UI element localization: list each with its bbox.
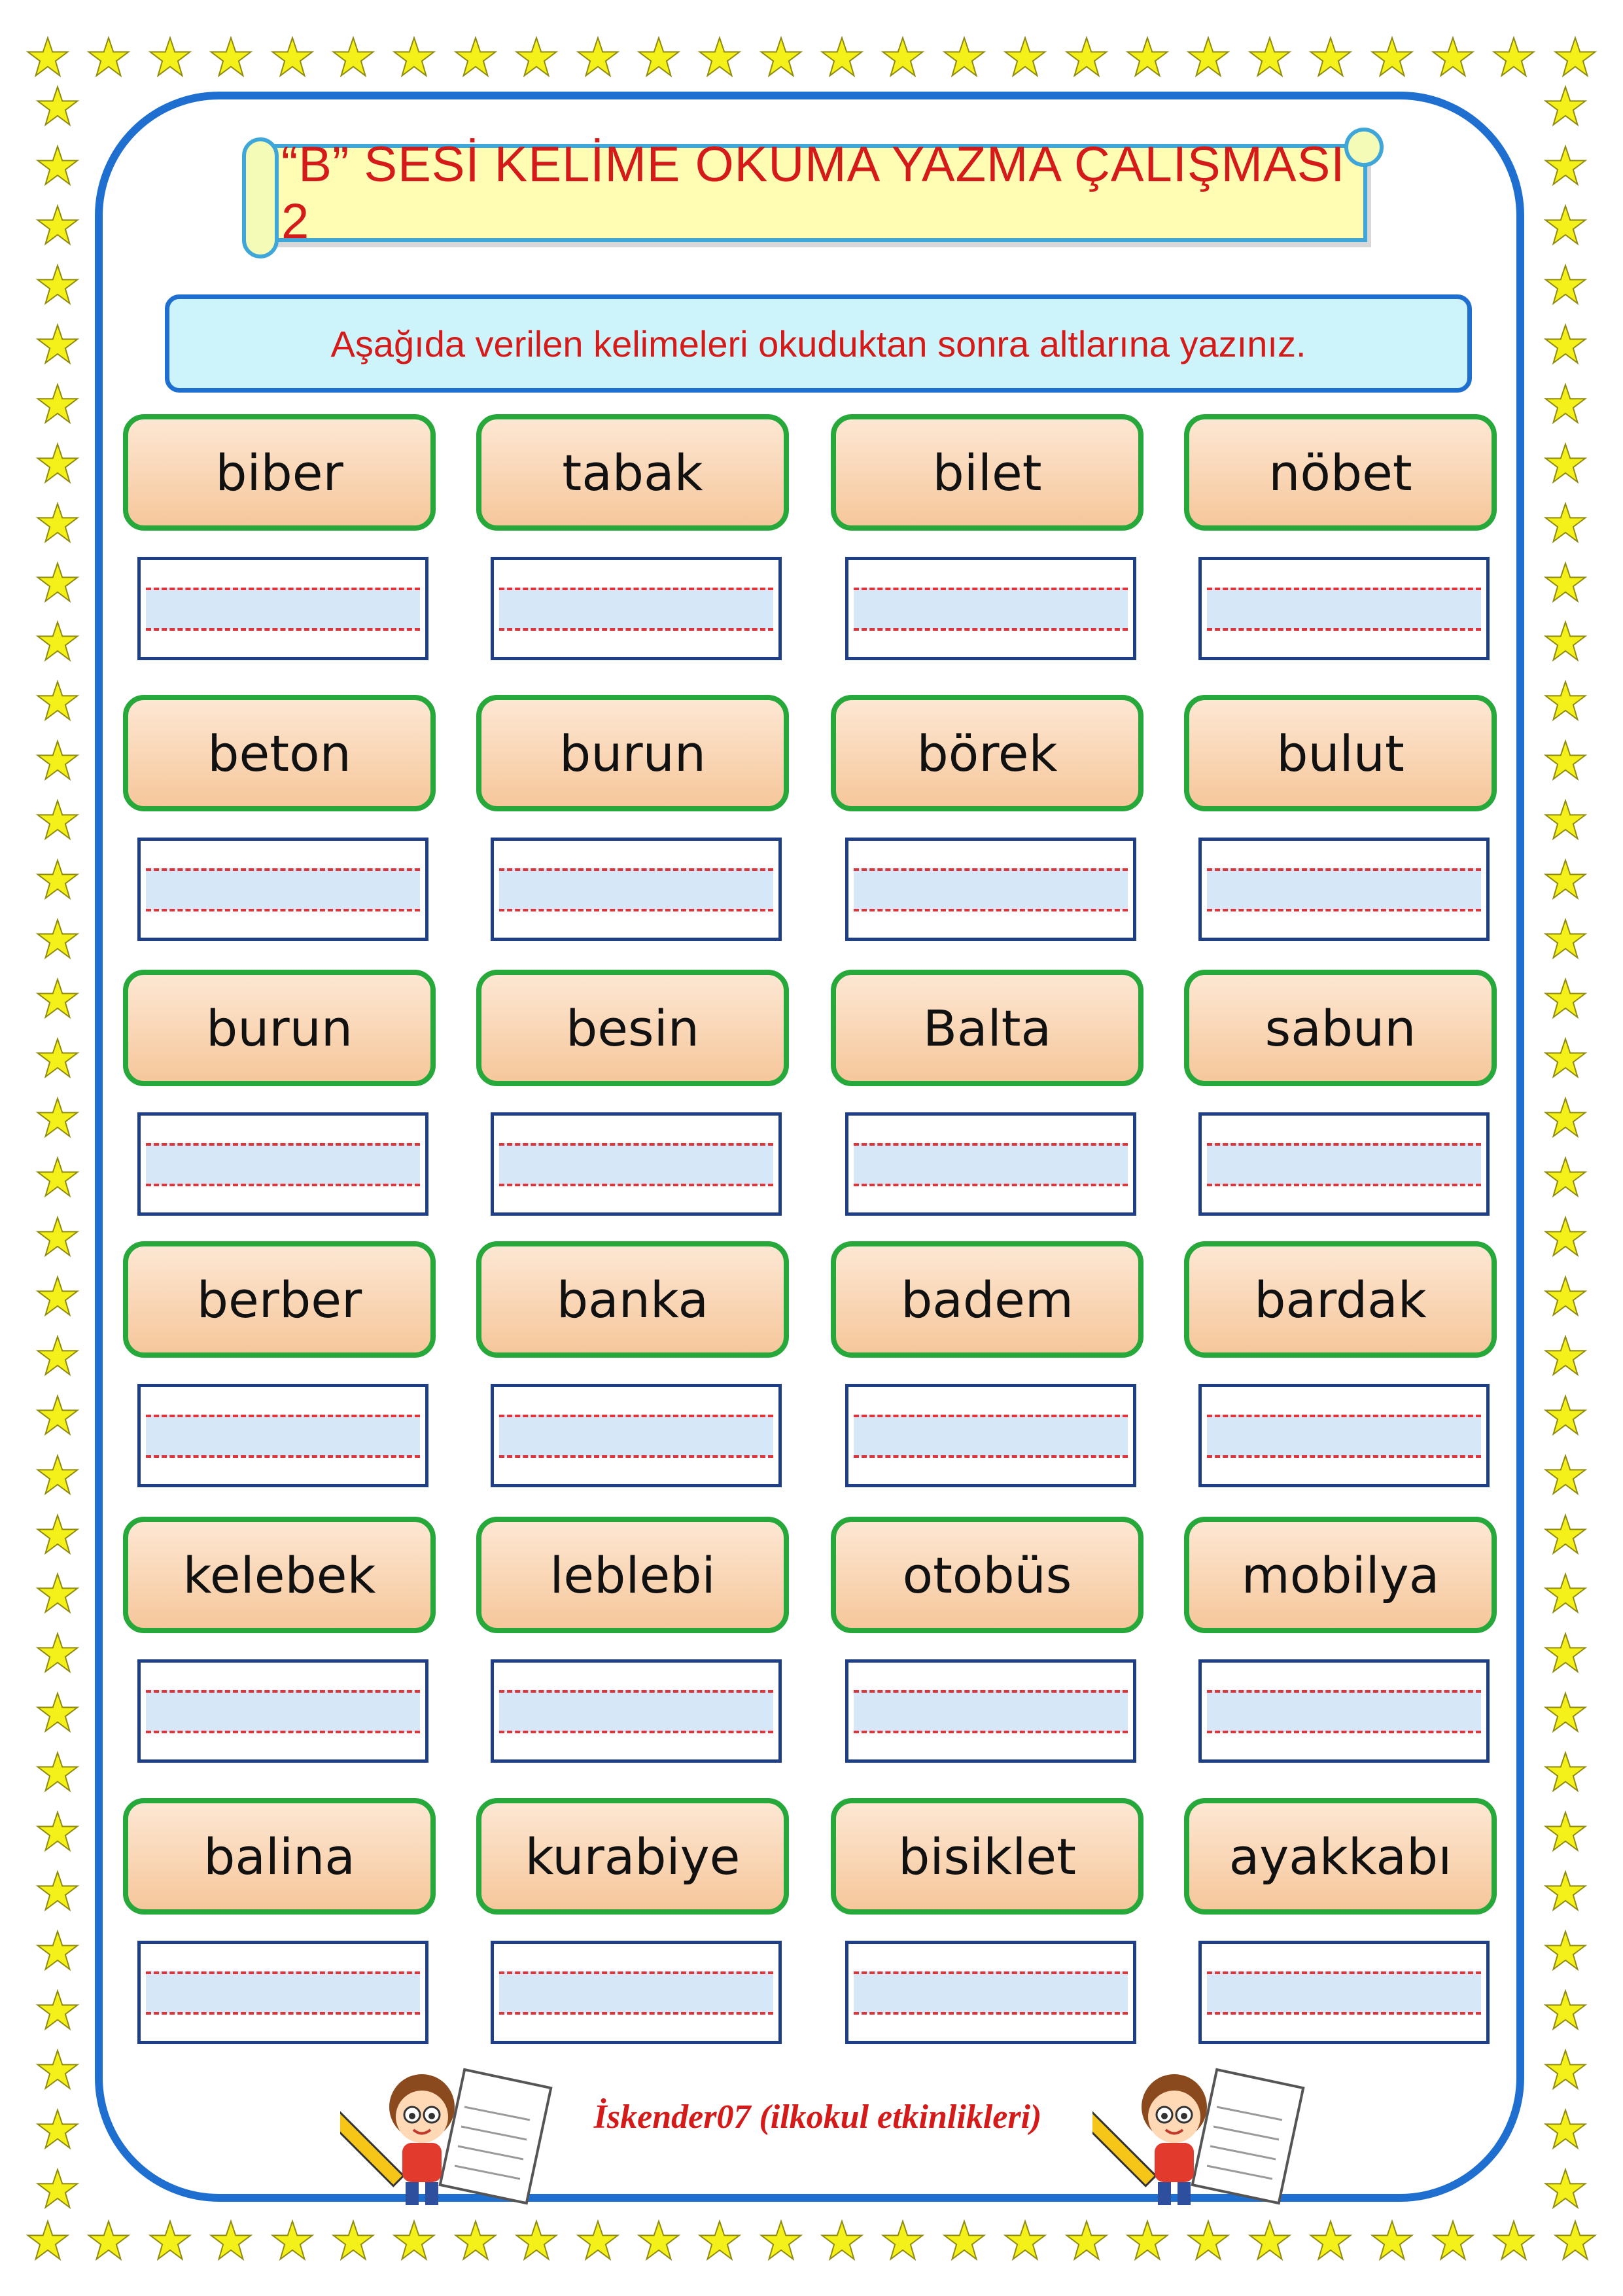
writing-line-box[interactable] [491, 1112, 782, 1216]
dashed-guide-line [146, 1143, 420, 1146]
writing-band [499, 1690, 773, 1732]
writing-line-box[interactable] [137, 1941, 428, 2044]
dashed-guide-line [146, 628, 420, 631]
dashed-guide-line [854, 2012, 1128, 2015]
writing-band [499, 1971, 773, 2013]
dashed-guide-line [499, 628, 773, 631]
dashed-guide-line [854, 1143, 1128, 1146]
writing-line-box[interactable] [491, 1941, 782, 2044]
writing-line-box[interactable] [1198, 1659, 1490, 1763]
dashed-guide-line [854, 1731, 1128, 1733]
writing-band [1207, 1143, 1481, 1185]
dashed-guide-line [854, 1184, 1128, 1186]
writing-line-box[interactable] [137, 838, 428, 941]
dashed-guide-line [499, 1971, 773, 1974]
dashed-guide-line [499, 1415, 773, 1417]
dashed-guide-line [146, 909, 420, 911]
writing-line-box[interactable] [845, 1384, 1136, 1487]
kid-with-pencil-icon [1092, 2061, 1308, 2212]
kid-with-pencil-icon [340, 2061, 556, 2212]
writing-line-box[interactable] [137, 1659, 428, 1763]
dashed-guide-line [1207, 1184, 1481, 1186]
writing-line-box[interactable] [1198, 557, 1490, 660]
dashed-guide-line [1207, 1971, 1481, 1974]
dashed-guide-line [146, 1184, 420, 1186]
writing-band [854, 868, 1128, 910]
dashed-guide-line [499, 1143, 773, 1146]
word-card: bilet [831, 414, 1143, 531]
word-card: Balta [831, 970, 1143, 1086]
writing-band [854, 1415, 1128, 1457]
dashed-guide-line [854, 1690, 1128, 1693]
dashed-guide-line [854, 1971, 1128, 1974]
word-card: nöbet [1184, 414, 1497, 531]
dashed-guide-line [1207, 588, 1481, 590]
word-card: tabak [476, 414, 789, 531]
dashed-guide-line [499, 868, 773, 871]
writing-line-box[interactable] [137, 1112, 428, 1216]
word-card: leblebi [476, 1517, 789, 1633]
word-card: otobüs [831, 1517, 1143, 1633]
writing-band [854, 1690, 1128, 1732]
dashed-guide-line [1207, 1690, 1481, 1693]
dashed-guide-line [146, 2012, 420, 2015]
writing-band [499, 1143, 773, 1185]
writing-line-box[interactable] [1198, 838, 1490, 941]
footer-credit: İskender07 (ilkokul etkinlikleri) [593, 2098, 1042, 2136]
dashed-guide-line [499, 1184, 773, 1186]
instruction-text: Aşağıda verilen kelimeleri okuduktan sonra altlarına yazınız. [165, 294, 1472, 393]
writing-line-box[interactable] [845, 1659, 1136, 1763]
writing-band [854, 588, 1128, 629]
word-card: mobilya [1184, 1517, 1497, 1633]
word-card: berber [123, 1241, 436, 1358]
writing-band [146, 1143, 420, 1185]
dashed-guide-line [499, 2012, 773, 2015]
dashed-guide-line [499, 1731, 773, 1733]
word-card: ayakkabı [1184, 1798, 1497, 1915]
writing-band [1207, 1690, 1481, 1732]
writing-band [854, 1971, 1128, 2013]
word-card: börek [831, 695, 1143, 811]
word-card: sabun [1184, 970, 1497, 1086]
writing-band [146, 588, 420, 629]
writing-line-box[interactable] [137, 1384, 428, 1487]
writing-band [146, 1415, 420, 1457]
word-card: biber [123, 414, 436, 531]
word-card: besin [476, 970, 789, 1086]
dashed-guide-line [854, 1415, 1128, 1417]
dashed-guide-line [1207, 2012, 1481, 2015]
dashed-guide-line [854, 868, 1128, 871]
writing-band [146, 868, 420, 910]
page-title: “B” SESİ KELİME OKUMA YAZMA ÇALIŞMASI 2 [281, 137, 1346, 249]
dashed-guide-line [1207, 868, 1481, 871]
dashed-guide-line [499, 588, 773, 590]
dashed-guide-line [146, 868, 420, 871]
writing-line-box[interactable] [845, 838, 1136, 941]
writing-band [1207, 868, 1481, 910]
dashed-guide-line [1207, 628, 1481, 631]
writing-band [146, 1971, 420, 2013]
writing-band [1207, 1415, 1481, 1457]
writing-band [854, 1143, 1128, 1185]
writing-line-box[interactable] [1198, 1941, 1490, 2044]
writing-band [1207, 588, 1481, 629]
word-card: burun [123, 970, 436, 1086]
writing-line-box[interactable] [491, 1384, 782, 1487]
dashed-guide-line [146, 588, 420, 590]
writing-band [499, 588, 773, 629]
dashed-guide-line [146, 1415, 420, 1417]
writing-line-box[interactable] [845, 1941, 1136, 2044]
dashed-guide-line [854, 588, 1128, 590]
writing-line-box[interactable] [845, 1112, 1136, 1216]
writing-line-box[interactable] [1198, 1112, 1490, 1216]
dashed-guide-line [499, 1690, 773, 1693]
writing-band [1207, 1971, 1481, 2013]
dashed-guide-line [854, 1455, 1128, 1458]
writing-line-box[interactable] [491, 557, 782, 660]
dashed-guide-line [499, 909, 773, 911]
writing-line-box[interactable] [1198, 1384, 1490, 1487]
word-card: banka [476, 1241, 789, 1358]
word-card: burun [476, 695, 789, 811]
word-card: balina [123, 1798, 436, 1915]
writing-band [146, 1690, 420, 1732]
dashed-guide-line [854, 628, 1128, 631]
dashed-guide-line [1207, 1415, 1481, 1417]
dashed-guide-line [146, 1455, 420, 1458]
writing-line-box[interactable] [491, 1659, 782, 1763]
dashed-guide-line [1207, 1143, 1481, 1146]
word-card: badem [831, 1241, 1143, 1358]
writing-band [499, 868, 773, 910]
dashed-guide-line [1207, 1731, 1481, 1733]
dashed-guide-line [1207, 909, 1481, 911]
dashed-guide-line [1207, 1455, 1481, 1458]
word-card: beton [123, 695, 436, 811]
word-card: bisiklet [831, 1798, 1143, 1915]
writing-line-box[interactable] [491, 838, 782, 941]
word-card: kurabiye [476, 1798, 789, 1915]
word-card: bulut [1184, 695, 1497, 811]
word-card: bardak [1184, 1241, 1497, 1358]
writing-band [499, 1415, 773, 1457]
writing-line-box[interactable] [845, 557, 1136, 660]
dashed-guide-line [854, 909, 1128, 911]
dashed-guide-line [146, 1690, 420, 1693]
dashed-guide-line [146, 1731, 420, 1733]
writing-line-box[interactable] [137, 557, 428, 660]
word-card: kelebek [123, 1517, 436, 1633]
dashed-guide-line [499, 1455, 773, 1458]
dashed-guide-line [146, 1971, 420, 1974]
